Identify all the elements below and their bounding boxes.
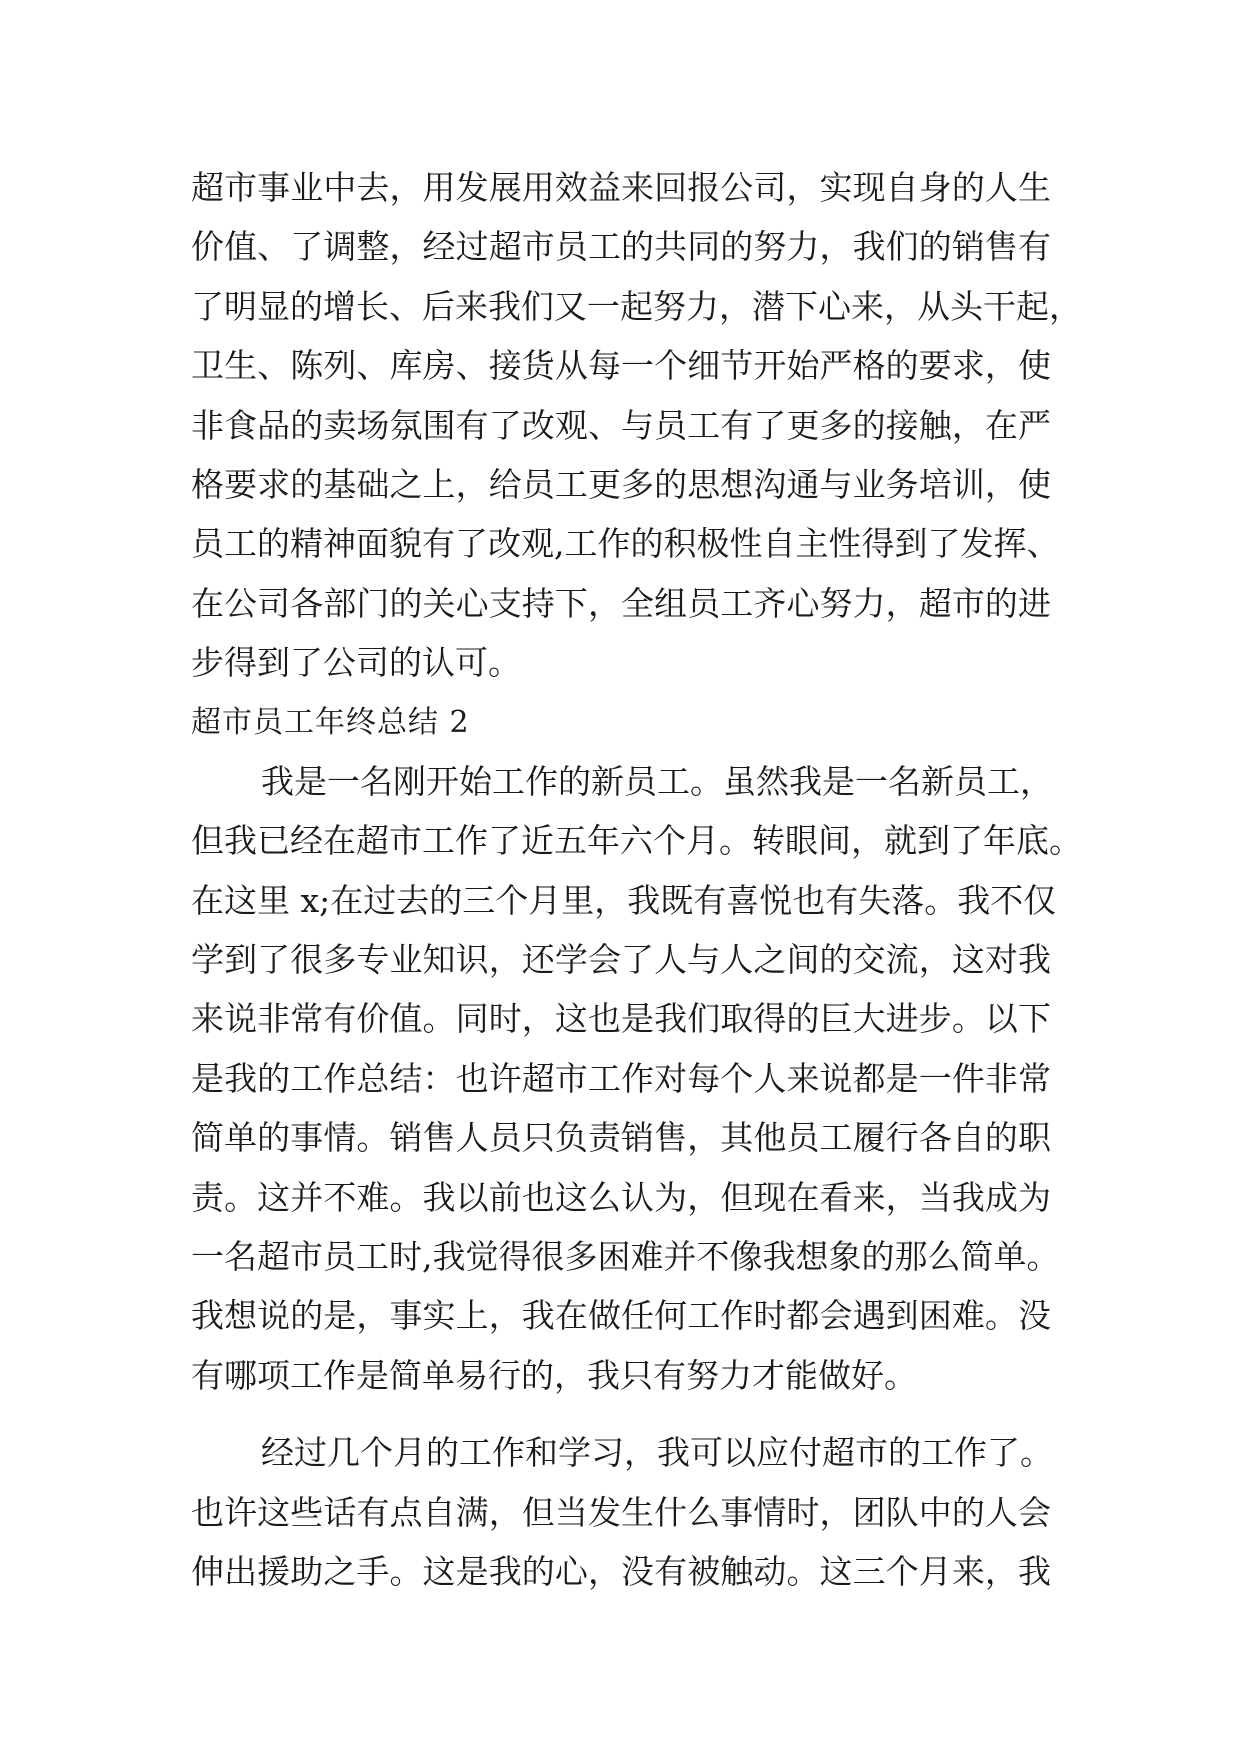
paragraph-1 [191,158,1082,693]
text-line: 员工的精神面貌有了改观,工作的积极性自主性得到了发挥、 [191,524,1060,564]
text-line: 有哪项工作是简单易行的，我只有努力才能做好。 [191,1355,917,1395]
text-line: 我想说的是，事实上，我在做任何工作时都会遇到困难。没 [191,1296,1051,1336]
text-line: 一名超市员工时,我觉得很多困难并不像我想象的那么简单。 [191,1237,1060,1277]
text-line: 超市事业中去，用发展用效益来回报公司，实现自身的人生 [191,168,1051,207]
text-line: 在这里 x;在过去的三个月里，我既有喜悦也有失落。我不仅 [191,880,1057,920]
text-line: 来说非常有价值。同时，这也是我们取得的巨大进步。以下 [191,999,1051,1039]
paragraph-2 [191,752,1082,1405]
text-line: 学到了很多专业知识，还学会了人与人之间的交流，这对我 [191,940,1051,980]
text-line: 非食品的卖场氛围有了改观、与员工有了更多的接触，在严 [191,405,1051,445]
text-line: 在公司各部门的关心支持下，全组员工齐心努力，超市的进 [191,583,1051,623]
text-line: 伸出援助之手。这是我的心，没有被触动。这三个月来，我 [191,1551,1051,1591]
text-line: 价值、了调整，经过超市员工的共同的努力，我们的销售有 [191,227,1051,267]
section-heading: 超市员工年终总结 2 [191,704,470,740]
text-line: 格要求的基础之上，给员工更多的思想沟通与业务培训，使 [191,464,1051,504]
text-line: 步得到了公司的认可。 [191,643,521,683]
text-line: 我是一名刚开始工作的新员工。虽然我是一名新员工， [261,761,1053,801]
text-line: 简单的事情。销售人员只负责销售，其他员工履行各自的职 [191,1118,1051,1158]
text-line: 是我的工作总结：也许超市工作对每个人来说都是一件非常 [191,1058,1051,1098]
paragraph-3 [191,1423,1051,1601]
text-line: 也许这些话有点自满，但当发生什么事情时，团队中的人会 [191,1492,1051,1532]
text-line: 卫生、陈列、库房、接货从每一个细节开始严格的要求，使 [191,346,1051,386]
text-line: 但我已经在超市工作了近五年六个月。转眼间，就到了年底。 [191,821,1082,861]
text-line: 了明显的增长、后来我们又一起努力，潜下心来，从头干起， [191,286,1082,326]
text-line: 责。这并不难。我以前也这么认为，但现在看来，当我成为 [191,1177,1051,1217]
document-body [191,158,1082,1601]
paragraph-spacing [191,1405,1051,1423]
text-line: 经过几个月的工作和学习，我可以应付超市的工作了。 [261,1433,1053,1473]
